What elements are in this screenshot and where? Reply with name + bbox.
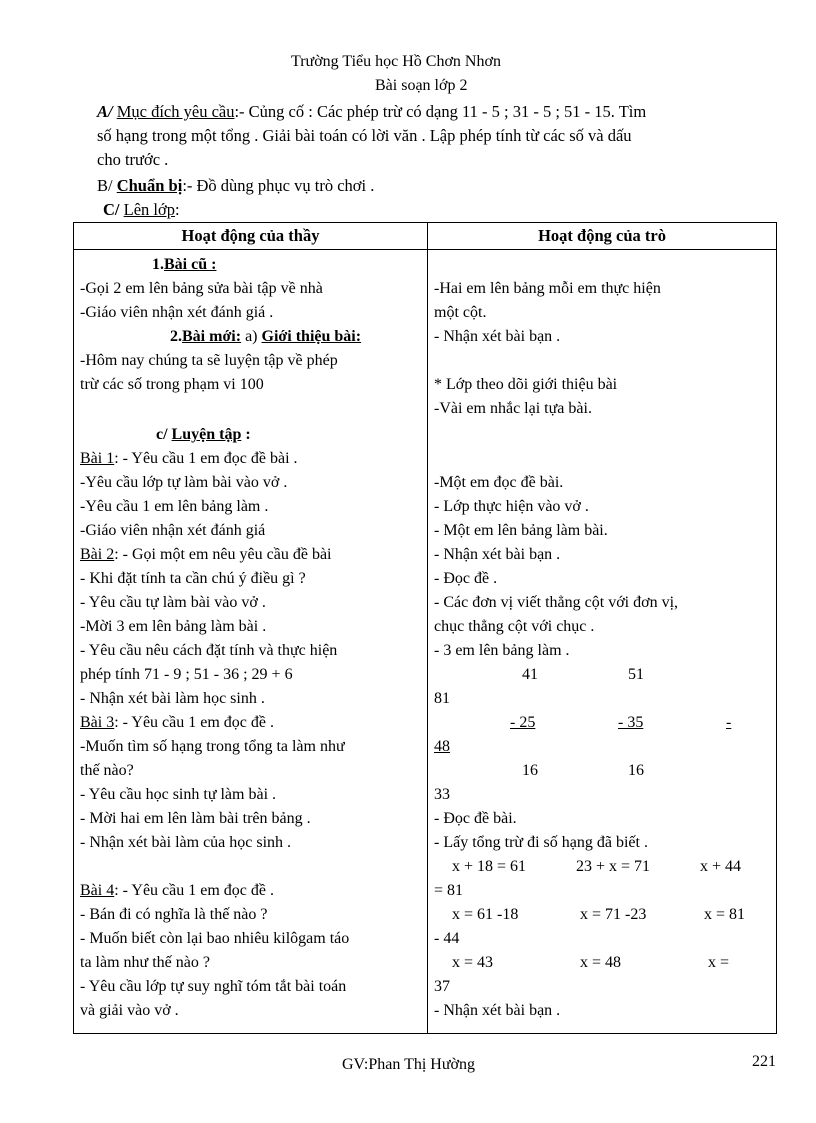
number-48: 48 <box>434 738 450 755</box>
teacher-column-header: Hoạt động của thầy <box>74 223 428 250</box>
teacher-line: : - Yêu cầu 1 em đọc đề . <box>114 714 275 731</box>
student-line: - Nhận xét bài bạn . <box>434 546 561 563</box>
teacher-line: -Gọi 2 em lên bảng sửa bài tập về nhà <box>80 280 323 297</box>
student-line: -Hai em lên bảng mỗi em thực hiện <box>434 280 661 297</box>
t4-heading: Bài mới: <box>182 328 242 345</box>
student-line: - Lấy tổng trừ đi số hạng đã biết . <box>434 834 648 851</box>
student-line: - Đọc đề . <box>434 570 498 587</box>
teacher-line: : - Gọi một em nêu yêu cầu đề bài <box>114 546 332 563</box>
teacher-line: -Yêu cầu 1 em lên bảng làm . <box>80 498 269 515</box>
prep-label: B/ <box>97 176 113 195</box>
t7-pre: c/ <box>156 426 172 443</box>
prep-heading: Chuẩn bị <box>116 176 183 195</box>
teacher-line: - Nhận xét bài làm của học sinh . <box>80 834 292 851</box>
student-line: * Lớp theo dõi giới thiệu bài <box>434 376 618 393</box>
prep-text: :- Đồ dùng phục vụ trò chơi . <box>182 176 375 195</box>
bai2-label: Bài 2 <box>80 546 115 563</box>
equation-3a: x = 43 <box>452 954 494 971</box>
lesson-subtitle: Bài soạn lớp 2 <box>375 77 468 94</box>
teacher-line: - Bán đi có nghĩa là thế nào ? <box>80 906 268 923</box>
equation-1a: x + 18 = 61 <box>452 858 527 875</box>
minus-sign: - <box>726 714 732 731</box>
equation-2b: x = 71 -23 <box>580 906 647 923</box>
table-header-row <box>74 223 777 250</box>
teacher-line: - Khi đặt tính ta cần chú ý điều gì ? <box>80 570 306 587</box>
objectives-label: A/ <box>97 102 113 121</box>
result-33: 33 <box>434 786 450 803</box>
number-81: 81 <box>434 690 450 707</box>
student-line: - Nhận xét bài bạn . <box>434 328 561 345</box>
prep-line <box>97 176 374 196</box>
t7-heading: Luyện tập <box>171 426 242 443</box>
student-line: -Một em đọc đề bài. <box>434 474 564 491</box>
teacher-column <box>74 250 428 1034</box>
student-line: - Nhận xét bài bạn . <box>434 1002 561 1019</box>
student-line: -Vài em nhắc lại tựa bài. <box>434 400 592 417</box>
student-line: chục thẳng cột với chục . <box>434 618 595 635</box>
school-name: Trường Tiểu học Hồ Chơn Nhơn <box>291 53 501 70</box>
result-16a: 16 <box>522 762 538 779</box>
class-line <box>103 200 180 220</box>
t1-heading: Bài cũ : <box>164 256 217 273</box>
teacher-line: -Mời 3 em lên bảng làm bài . <box>80 618 267 635</box>
teacher-line: và giải vào vở . <box>80 1002 179 1019</box>
equation-3c: x = <box>708 954 730 971</box>
equation-2c: x = 81 <box>704 906 746 923</box>
equation-3d: 37 <box>434 978 450 995</box>
student-line: - Đọc đề bài. <box>434 810 517 827</box>
teacher-line: -Hôm nay chúng ta sẽ luyện tập về phép <box>80 352 338 369</box>
author: GV:Phan Thị Hường <box>342 1056 475 1073</box>
teacher-line: - Yêu cầu tự làm bài vào vở . <box>80 594 266 611</box>
objectives-line-2: số hạng trong một tổng . Giải bài toán có lời văn . Lập phép tính từ các số và dấu <box>97 126 632 145</box>
student-line: một cột. <box>434 304 487 321</box>
equation-1c: x + 44 <box>700 858 742 875</box>
teacher-line: - Nhận xét bài làm học sinh . <box>80 690 265 707</box>
student-line: - Lớp thực hiện vào vở . <box>434 498 589 515</box>
teacher-line: - Mời hai em lên làm bài trên bảng . <box>80 810 311 827</box>
equation-3b: x = 48 <box>580 954 622 971</box>
teacher-line: - Muốn biết còn lại bao nhiêu kilôgam táo <box>80 930 350 947</box>
result-16b: 16 <box>628 762 644 779</box>
student-line: - 3 em lên bảng làm . <box>434 642 570 659</box>
class-label: C/ <box>103 200 120 219</box>
equation-1d: = 81 <box>434 882 464 899</box>
table-body-row <box>74 250 777 1034</box>
equation-2d: - 44 <box>434 930 460 947</box>
class-heading: Lên lớp <box>123 200 175 219</box>
teacher-line: : - Yêu cầu 1 em đọc đề bài . <box>114 450 298 467</box>
teacher-line: -Giáo viên nhận xét đánh giá <box>80 522 266 539</box>
objectives-line-1 <box>97 102 646 122</box>
bai4-label: Bài 4 <box>80 882 115 899</box>
student-line: - Các đơn vị viết thẳng cột với đơn vị, <box>434 594 679 611</box>
t4-heading-2: Giới thiệu bài: <box>261 328 362 345</box>
teacher-line: thế nào? <box>80 762 134 779</box>
page-number: 221 <box>752 1053 776 1070</box>
objectives-line-3: cho trước . <box>97 150 169 169</box>
teacher-line: ta làm như thế nào ? <box>80 954 210 971</box>
objectives-heading: Mục đích yêu cầu <box>116 102 235 121</box>
bai1-label: Bài 1 <box>80 450 115 467</box>
number-51: 51 <box>628 666 644 683</box>
t1-num: 1. <box>152 256 164 273</box>
class-text: : <box>174 200 180 219</box>
student-column <box>428 250 777 1034</box>
teacher-line: : - Yêu cầu 1 em đọc đề . <box>114 882 275 899</box>
equation-2a: x = 61 -18 <box>452 906 519 923</box>
t4-mid: a) <box>241 328 262 345</box>
student-line: - Một em lên bảng làm bài. <box>434 522 608 539</box>
minus-25: - 25 <box>510 714 536 731</box>
objectives-text: :- Củng cố : Các phép trừ có dạng 11 - 5 ; 31 - 5 ; 51 - 15. Tìm <box>234 102 647 121</box>
equation-1b: 23 + x = 71 <box>576 858 651 875</box>
teacher-line: -Yêu cầu lớp tự làm bài vào vở . <box>80 474 288 491</box>
teacher-line: phép tính 71 - 9 ; 51 - 36 ; 29 + 6 <box>80 666 293 683</box>
teacher-line: -Muốn tìm số hạng trong tổng ta làm như <box>80 738 345 755</box>
t7-post: : <box>241 426 251 443</box>
teacher-line: - Yêu cầu lớp tự suy nghĩ tóm tắt bài toán <box>80 978 347 995</box>
teacher-line: - Yêu cầu học sinh tự làm bài . <box>80 786 277 803</box>
teacher-line: -Giáo viên nhận xét đánh giá . <box>80 304 274 321</box>
student-column-header: Hoạt động của trò <box>428 223 777 250</box>
bai3-label: Bài 3 <box>80 714 115 731</box>
number-41: 41 <box>522 666 538 683</box>
teacher-line: - Yêu cầu nêu cách đặt tính và thực hiện <box>80 642 338 659</box>
teacher-line: trừ các số trong phạm vi 100 <box>80 376 264 393</box>
minus-35: - 35 <box>618 714 644 731</box>
t4-num: 2. <box>170 328 182 345</box>
activity-table <box>73 222 777 1034</box>
